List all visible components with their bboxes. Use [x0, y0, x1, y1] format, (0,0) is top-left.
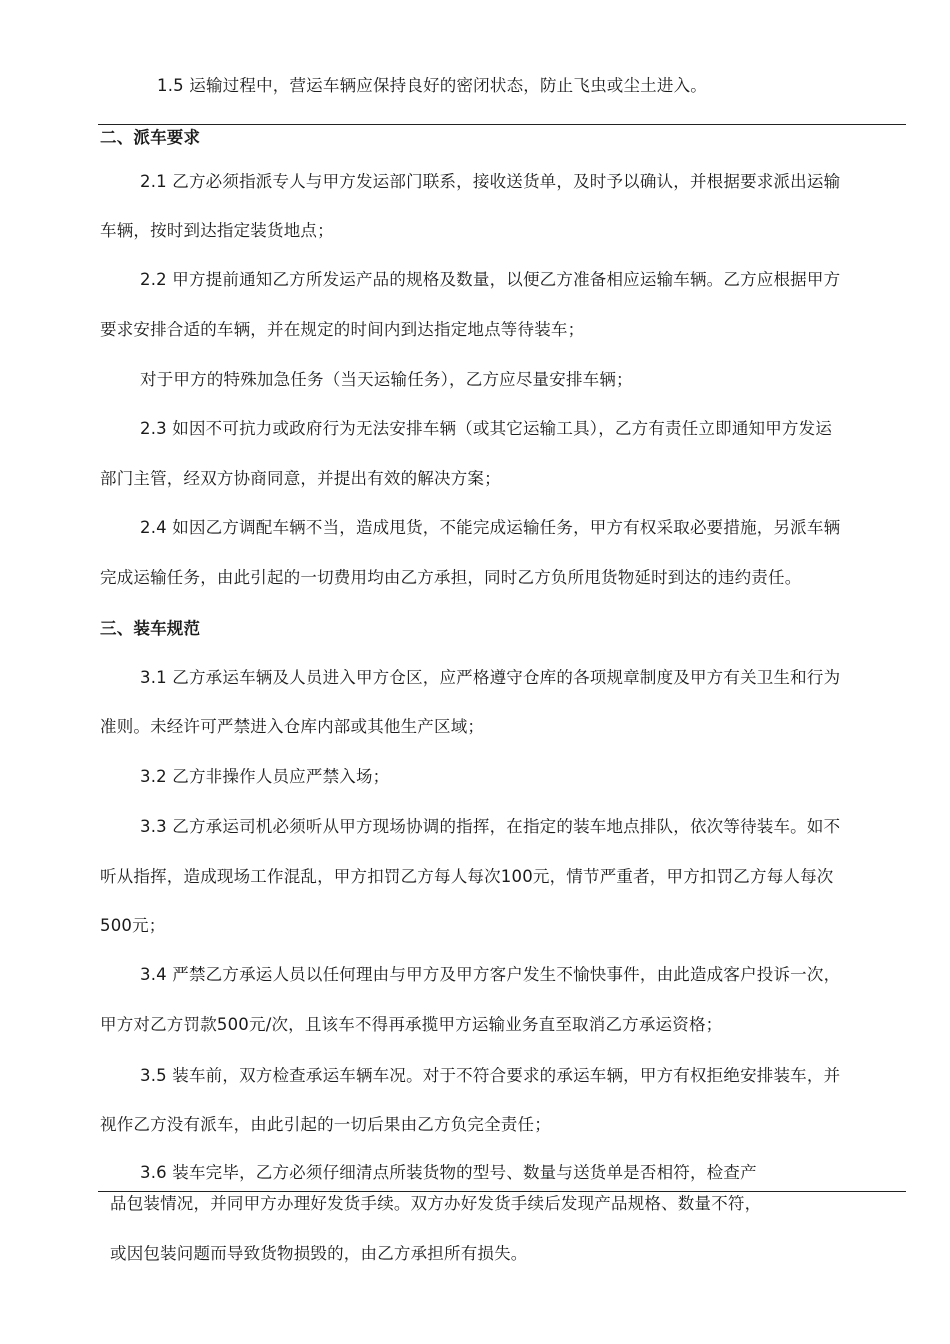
clause-3-1-line-1: 3.1 乙方承运车辆及人员进入甲方仓区，应严格遵守仓库的各项规章制度及甲方有关卫生和行为 [140, 668, 841, 687]
clause-3-3-line-2: 听从指挥，造成现场工作混乱，甲方扣罚乙方每人每次100元，情节严重者，甲方扣罚乙方每人每次 [100, 867, 834, 886]
section-heading-loading: 三、装车规范 [100, 619, 201, 638]
clause-2-3-line-2: 部门主管，经双方协商同意，并提出有效的解决方案； [100, 469, 501, 488]
clause-3-6-line-2: 品包装情况，并同甲方办理好发货手续。双方办好发货手续后发现产品规格、数量不符， [110, 1194, 762, 1213]
clause-3-6-line-3: 或因包装问题而导致货物损毁的，由乙方承担所有损失。 [110, 1244, 528, 1263]
clause-2-2-line-1: 2.2 甲方提前通知乙方所发运产品的规格及数量，以便乙方准备相应运输车辆。乙方应根据甲方 [140, 270, 841, 289]
section-heading-dispatch: 二、派车要求 [100, 128, 201, 147]
clause-3-2: 3.2 乙方非操作人员应严禁入场； [140, 767, 390, 786]
clause-3-6-line-1: 3.6 装车完毕，乙方必须仔细清点所装货物的型号、数量与送货单是否相符，检查产 [140, 1163, 757, 1182]
clause-1-5: 1.5 运输过程中，营运车辆应保持良好的密闭状态，防止飞虫或尘土进入。 [157, 76, 707, 95]
clause-2-4-line-1: 2.4 如因乙方调配车辆不当，造成甩货，不能完成运输任务，甲方有权采取必要措施，另派车辆 [140, 518, 841, 537]
clause-2-1-line-1: 2.1 乙方必须指派专人与甲方发运部门联系，接收送货单，及时予以确认，并根据要求派出运输 [140, 172, 841, 191]
clause-3-3-line-3: 500元； [100, 916, 166, 935]
clause-2-1-line-2: 车辆，按时到达指定装货地点； [100, 221, 334, 240]
clause-3-5-line-1: 3.5 装车前，双方检查承运车辆车况。对于不符合要求的承运车辆，甲方有权拒绝安排装车，并 [140, 1066, 841, 1085]
clause-2-3-line-1: 2.3 如因不可抗力或政府行为无法安排车辆（或其它运输工具），乙方有责任立即通知甲方发运 [140, 419, 833, 438]
clause-2-2-note: 对于甲方的特殊加急任务（当天运输任务），乙方应尽量安排车辆； [140, 370, 633, 389]
clause-2-4-line-2: 完成运输任务，由此引起的一切费用均由乙方承担，同时乙方负所甩货物延时到达的违约责任。 [100, 568, 802, 587]
clause-2-2-line-2: 要求安排合适的车辆，并在规定的时间内到达指定地点等待装车； [100, 320, 585, 339]
clause-3-4-line-1: 3.4 严禁乙方承运人员以任何理由与甲方及甲方客户发生不愉快事件，由此造成客户投诉一次， [140, 965, 841, 984]
clause-3-4-line-2: 甲方对乙方罚款500元/次，且该车不得再承揽甲方运输业务直至取消乙方承运资格； [100, 1015, 723, 1034]
clause-3-3-line-1: 3.3 乙方承运司机必须听从甲方现场协调的指挥，在指定的装车地点排队，依次等待装车。如不 [140, 817, 841, 836]
divider-bottom [98, 1191, 906, 1192]
clause-3-1-line-2: 准则。未经许可严禁进入仓库内部或其他生产区域； [100, 717, 485, 736]
divider-top [98, 124, 906, 125]
clause-3-5-line-2: 视作乙方没有派车，由此引起的一切后果由乙方负完全责任； [100, 1115, 551, 1134]
